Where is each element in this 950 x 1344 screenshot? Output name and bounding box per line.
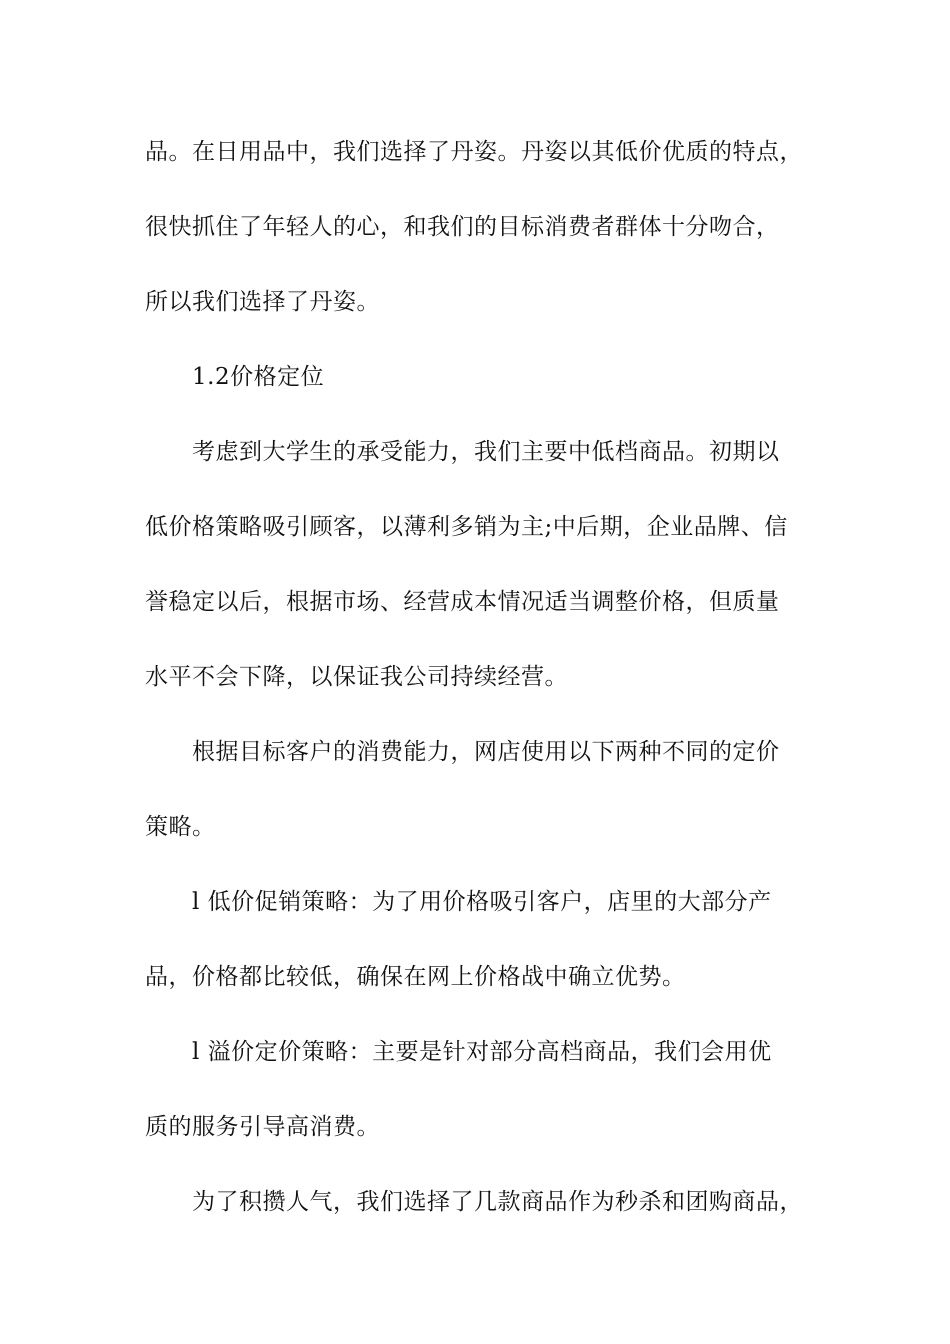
section-heading: 1.2价格定位 (192, 364, 325, 390)
paragraph-line-12: 品，价格都比较低，确保在网上价格战中确立优势。 (145, 964, 686, 990)
paragraph-line-7: 誉稳定以后，根据市场、经营成本情况适当调整价格，但质量 (145, 589, 780, 615)
paragraph-line-10: 策略。 (145, 814, 216, 840)
paragraph-line-1: 品。在日用品中，我们选择了丹姿。丹姿以其低价优质的特点， (145, 139, 803, 165)
paragraph-line-2: 很快抓住了年轻人的心，和我们的目标消费者群体十分吻合， (145, 214, 780, 240)
paragraph-line-5: 考虑到大学生的承受能力，我们主要中低档商品。初期以 (192, 439, 780, 465)
bullet-line-low-price: l 低价促销策略：为了用价格吸引客户，店里的大部分产 (192, 889, 772, 915)
paragraph-line-15: 为了积攒人气，我们选择了几款商品作为秒杀和团购商品， (192, 1189, 803, 1215)
paragraph-line-8: 水平不会下降，以保证我公司持续经营。 (145, 664, 568, 690)
paragraph-line-6: 低价格策略吸引顾客，以薄利多销为主;中后期，企业品牌、信 (145, 514, 788, 540)
paragraph-line-3: 所以我们选择了丹姿。 (145, 289, 380, 315)
paragraph-line-9: 根据目标客户的消费能力，网店使用以下两种不同的定价 (192, 739, 780, 765)
bullet-line-premium-price: l 溢价定价策略：主要是针对部分高档商品，我们会用优 (192, 1039, 772, 1065)
paragraph-line-14: 质的服务引导高消费。 (145, 1114, 380, 1140)
